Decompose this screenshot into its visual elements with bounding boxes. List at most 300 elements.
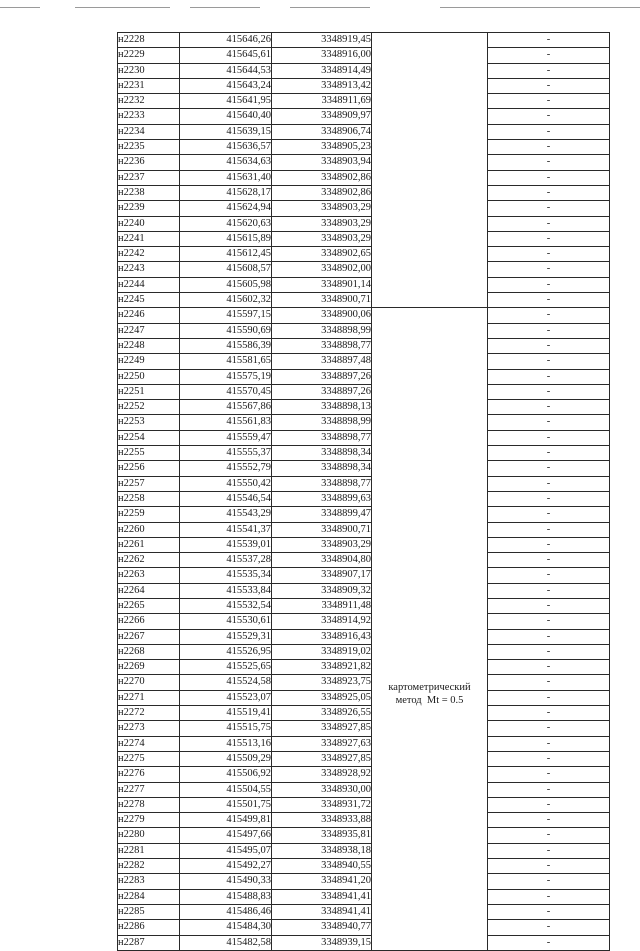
x-coordinate-cell: 415634,63 (180, 155, 272, 170)
x-coordinate-cell: 415581,65 (180, 354, 272, 369)
y-coordinate-cell: 3348903,29 (272, 231, 372, 246)
table-row (118, 598, 610, 613)
point-name-cell: н2228 (118, 33, 180, 48)
y-coordinate-cell: 3348911,69 (272, 94, 372, 109)
y-coordinate-cell: 3348913,42 (272, 78, 372, 93)
point-name-cell: н2264 (118, 583, 180, 598)
accuracy-mark-cell: - (488, 109, 610, 124)
point-name-cell: н2270 (118, 675, 180, 690)
y-coordinate-cell: 3348940,77 (272, 920, 372, 935)
table-row (118, 94, 610, 109)
x-coordinate-cell: 415488,83 (180, 889, 272, 904)
accuracy-mark-cell: - (488, 629, 610, 644)
accuracy-mark-cell: - (488, 293, 610, 308)
table-row (118, 384, 610, 399)
x-coordinate-cell: 415504,55 (180, 782, 272, 797)
point-name-cell: н2229 (118, 48, 180, 63)
accuracy-mark-cell: - (488, 889, 610, 904)
accuracy-mark-cell: - (488, 216, 610, 231)
table-row (118, 537, 610, 552)
point-name-cell: н2243 (118, 262, 180, 277)
y-coordinate-cell: 3348933,88 (272, 813, 372, 828)
accuracy-mark-cell: - (488, 201, 610, 216)
y-coordinate-cell: 3348903,29 (272, 201, 372, 216)
y-coordinate-cell: 3348897,48 (272, 354, 372, 369)
y-coordinate-cell: 3348905,23 (272, 140, 372, 155)
accuracy-mark-cell: - (488, 507, 610, 522)
accuracy-mark-cell: - (488, 660, 610, 675)
y-coordinate-cell: 3348904,80 (272, 553, 372, 568)
accuracy-mark-cell: - (488, 323, 610, 338)
x-coordinate-cell: 415620,63 (180, 216, 272, 231)
x-coordinate-cell: 415509,29 (180, 751, 272, 766)
y-coordinate-cell: 3348914,92 (272, 614, 372, 629)
table-row (118, 813, 610, 828)
accuracy-mark-cell: - (488, 706, 610, 721)
x-coordinate-cell: 415499,81 (180, 813, 272, 828)
y-coordinate-cell: 3348898,77 (272, 338, 372, 353)
y-coordinate-cell: 3348902,65 (272, 247, 372, 262)
accuracy-mark-cell: - (488, 400, 610, 415)
point-name-cell: н2285 (118, 904, 180, 919)
y-coordinate-cell: 3348926,55 (272, 706, 372, 721)
accuracy-mark-cell: - (488, 415, 610, 430)
table-row (118, 109, 610, 124)
x-coordinate-cell: 415539,01 (180, 537, 272, 552)
point-name-cell: н2232 (118, 94, 180, 109)
accuracy-mark-cell: - (488, 904, 610, 919)
y-coordinate-cell: 3348898,34 (272, 461, 372, 476)
accuracy-mark-cell: - (488, 797, 610, 812)
table-row (118, 63, 610, 78)
x-coordinate-cell: 415612,45 (180, 247, 272, 262)
x-coordinate-cell: 415533,84 (180, 583, 272, 598)
x-coordinate-cell: 415646,26 (180, 33, 272, 48)
x-coordinate-cell: 415555,37 (180, 446, 272, 461)
table-row (118, 247, 610, 262)
x-coordinate-cell: 415575,19 (180, 369, 272, 384)
accuracy-mark-cell: - (488, 140, 610, 155)
point-name-cell: н2241 (118, 231, 180, 246)
x-coordinate-cell: 415530,61 (180, 614, 272, 629)
point-name-cell: н2262 (118, 553, 180, 568)
y-coordinate-cell: 3348941,41 (272, 889, 372, 904)
y-coordinate-cell: 3348899,47 (272, 507, 372, 522)
y-coordinate-cell: 3348898,77 (272, 430, 372, 445)
table-row (118, 369, 610, 384)
point-name-cell: н2271 (118, 690, 180, 705)
x-coordinate-cell: 415628,17 (180, 185, 272, 200)
point-name-cell: н2250 (118, 369, 180, 384)
accuracy-mark-cell: - (488, 354, 610, 369)
y-coordinate-cell: 3348927,63 (272, 736, 372, 751)
x-coordinate-cell: 415586,39 (180, 338, 272, 353)
x-coordinate-cell: 415519,41 (180, 706, 272, 721)
table-row (118, 216, 610, 231)
y-coordinate-cell: 3348901,14 (272, 277, 372, 292)
point-name-cell: н2236 (118, 155, 180, 170)
y-coordinate-cell: 3348897,26 (272, 384, 372, 399)
accuracy-mark-cell: - (488, 48, 610, 63)
point-name-cell: н2231 (118, 78, 180, 93)
x-coordinate-cell: 415529,31 (180, 629, 272, 644)
table-row (118, 721, 610, 736)
x-coordinate-cell: 415482,58 (180, 935, 272, 950)
point-name-cell: н2252 (118, 400, 180, 415)
table-row (118, 553, 610, 568)
accuracy-mark-cell: - (488, 782, 610, 797)
y-coordinate-cell: 3348902,00 (272, 262, 372, 277)
x-coordinate-cell: 415495,07 (180, 843, 272, 858)
x-coordinate-cell: 415624,94 (180, 201, 272, 216)
table-row (118, 583, 610, 598)
accuracy-mark-cell: - (488, 231, 610, 246)
x-coordinate-cell: 415484,30 (180, 920, 272, 935)
x-coordinate-cell: 415515,75 (180, 721, 272, 736)
x-coordinate-cell: 415486,46 (180, 904, 272, 919)
point-name-cell: н2277 (118, 782, 180, 797)
y-coordinate-cell: 3348916,43 (272, 629, 372, 644)
accuracy-mark-cell: - (488, 598, 610, 613)
x-coordinate-cell: 415570,45 (180, 384, 272, 399)
accuracy-mark-cell: - (488, 874, 610, 889)
table-row (118, 33, 610, 48)
accuracy-mark-cell: - (488, 446, 610, 461)
accuracy-mark-cell: - (488, 247, 610, 262)
point-name-cell: н2263 (118, 568, 180, 583)
table-row (118, 889, 610, 904)
accuracy-mark-cell: - (488, 828, 610, 843)
point-name-cell: н2274 (118, 736, 180, 751)
point-name-cell: н2235 (118, 140, 180, 155)
table-row (118, 308, 610, 323)
accuracy-mark-cell: - (488, 33, 610, 48)
x-coordinate-cell: 415525,65 (180, 660, 272, 675)
accuracy-mark-cell: - (488, 491, 610, 506)
x-coordinate-cell: 415506,92 (180, 767, 272, 782)
table-row (118, 446, 610, 461)
point-name-cell: н2234 (118, 124, 180, 139)
x-coordinate-cell: 415526,95 (180, 644, 272, 659)
accuracy-mark-cell: - (488, 476, 610, 491)
table-row (118, 354, 610, 369)
point-name-cell: н2248 (118, 338, 180, 353)
y-coordinate-cell: 3348898,99 (272, 323, 372, 338)
x-coordinate-cell: 415537,28 (180, 553, 272, 568)
table-row (118, 843, 610, 858)
x-coordinate-cell: 415590,69 (180, 323, 272, 338)
scan-artifact-line (0, 7, 640, 11)
table-row (118, 920, 610, 935)
x-coordinate-cell: 415639,15 (180, 124, 272, 139)
y-coordinate-cell: 3348903,94 (272, 155, 372, 170)
x-coordinate-cell: 415559,47 (180, 430, 272, 445)
x-coordinate-cell: 415550,42 (180, 476, 272, 491)
table-row (118, 614, 610, 629)
accuracy-mark-cell: - (488, 751, 610, 766)
y-coordinate-cell: 3348903,29 (272, 216, 372, 231)
table-row (118, 767, 610, 782)
accuracy-mark-cell: - (488, 461, 610, 476)
x-coordinate-cell: 415615,89 (180, 231, 272, 246)
y-coordinate-cell: 3348938,18 (272, 843, 372, 858)
point-name-cell: н2249 (118, 354, 180, 369)
y-coordinate-cell: 3348898,77 (272, 476, 372, 491)
accuracy-mark-cell: - (488, 644, 610, 659)
table-row (118, 338, 610, 353)
accuracy-mark-cell: - (488, 124, 610, 139)
y-coordinate-cell: 3348897,26 (272, 369, 372, 384)
accuracy-mark-cell: - (488, 767, 610, 782)
point-name-cell: н2267 (118, 629, 180, 644)
y-coordinate-cell: 3348898,99 (272, 415, 372, 430)
x-coordinate-cell: 415490,33 (180, 874, 272, 889)
table-row (118, 461, 610, 476)
y-coordinate-cell: 3348939,15 (272, 935, 372, 950)
accuracy-mark-cell: - (488, 553, 610, 568)
accuracy-mark-cell: - (488, 384, 610, 399)
x-coordinate-cell: 415552,79 (180, 461, 272, 476)
y-coordinate-cell: 3348900,71 (272, 522, 372, 537)
table-row (118, 782, 610, 797)
y-coordinate-cell: 3348941,41 (272, 904, 372, 919)
y-coordinate-cell: 3348927,85 (272, 751, 372, 766)
x-coordinate-cell: 415501,75 (180, 797, 272, 812)
x-coordinate-cell: 415492,27 (180, 859, 272, 874)
y-coordinate-cell: 3348940,55 (272, 859, 372, 874)
point-name-cell: н2272 (118, 706, 180, 721)
point-name-cell: н2244 (118, 277, 180, 292)
y-coordinate-cell: 3348909,32 (272, 583, 372, 598)
table-row (118, 507, 610, 522)
table-row (118, 293, 610, 308)
y-coordinate-cell: 3348900,71 (272, 293, 372, 308)
table-row (118, 430, 610, 445)
x-coordinate-cell: 415497,66 (180, 828, 272, 843)
accuracy-mark-cell: - (488, 813, 610, 828)
point-name-cell: н2265 (118, 598, 180, 613)
point-name-cell: н2239 (118, 201, 180, 216)
x-coordinate-cell: 415546,54 (180, 491, 272, 506)
y-coordinate-cell: 3348916,00 (272, 48, 372, 63)
accuracy-mark-cell: - (488, 859, 610, 874)
table-row (118, 706, 610, 721)
y-coordinate-cell: 3348907,17 (272, 568, 372, 583)
x-coordinate-cell: 415567,86 (180, 400, 272, 415)
accuracy-mark-cell: - (488, 277, 610, 292)
accuracy-mark-cell: - (488, 522, 610, 537)
y-coordinate-cell: 3348900,06 (272, 308, 372, 323)
point-name-cell: н2280 (118, 828, 180, 843)
point-name-cell: н2230 (118, 63, 180, 78)
y-coordinate-cell: 3348927,85 (272, 721, 372, 736)
point-name-cell: н2247 (118, 323, 180, 338)
y-coordinate-cell: 3348911,48 (272, 598, 372, 613)
accuracy-mark-cell: - (488, 690, 610, 705)
x-coordinate-cell: 415597,15 (180, 308, 272, 323)
x-coordinate-cell: 415523,07 (180, 690, 272, 705)
accuracy-mark-cell: - (488, 262, 610, 277)
table-row (118, 675, 610, 690)
point-name-cell: н2275 (118, 751, 180, 766)
table-row (118, 828, 610, 843)
x-coordinate-cell: 415602,32 (180, 293, 272, 308)
x-coordinate-cell: 415640,40 (180, 109, 272, 124)
point-name-cell: н2283 (118, 874, 180, 889)
accuracy-mark-cell: - (488, 78, 610, 93)
y-coordinate-cell: 3348919,45 (272, 33, 372, 48)
y-coordinate-cell: 3348903,29 (272, 537, 372, 552)
point-name-cell: н2242 (118, 247, 180, 262)
table-row (118, 400, 610, 415)
x-coordinate-cell: 415608,57 (180, 262, 272, 277)
point-name-cell: н2282 (118, 859, 180, 874)
table-row (118, 231, 610, 246)
table-row (118, 904, 610, 919)
x-coordinate-cell: 415631,40 (180, 170, 272, 185)
table-row (118, 568, 610, 583)
point-name-cell: н2284 (118, 889, 180, 904)
y-coordinate-cell: 3348925,05 (272, 690, 372, 705)
accuracy-mark-cell: - (488, 568, 610, 583)
point-name-cell: н2261 (118, 537, 180, 552)
table-row (118, 797, 610, 812)
accuracy-mark-cell: - (488, 721, 610, 736)
accuracy-mark-cell: - (488, 63, 610, 78)
table-row (118, 201, 610, 216)
table-row (118, 644, 610, 659)
y-coordinate-cell: 3348898,13 (272, 400, 372, 415)
y-coordinate-cell: 3348914,49 (272, 63, 372, 78)
x-coordinate-cell: 415541,37 (180, 522, 272, 537)
table-row (118, 323, 610, 338)
x-coordinate-cell: 415645,61 (180, 48, 272, 63)
point-name-cell: н2240 (118, 216, 180, 231)
y-coordinate-cell: 3348931,72 (272, 797, 372, 812)
table-row (118, 935, 610, 950)
table-row (118, 690, 610, 705)
point-name-cell: н2246 (118, 308, 180, 323)
point-name-cell: н2258 (118, 491, 180, 506)
accuracy-mark-cell: - (488, 537, 610, 552)
table-row (118, 859, 610, 874)
table-row (118, 629, 610, 644)
table-row (118, 522, 610, 537)
x-coordinate-cell: 415605,98 (180, 277, 272, 292)
point-name-cell: н2245 (118, 293, 180, 308)
point-name-cell: н2238 (118, 185, 180, 200)
point-name-cell: н2286 (118, 920, 180, 935)
method-cell (372, 308, 488, 950)
y-coordinate-cell: 3348902,86 (272, 170, 372, 185)
point-name-cell: н2260 (118, 522, 180, 537)
accuracy-mark-cell: - (488, 170, 610, 185)
table-row (118, 476, 610, 491)
table-row (118, 277, 610, 292)
y-coordinate-cell: 3348928,92 (272, 767, 372, 782)
y-coordinate-cell: 3348909,97 (272, 109, 372, 124)
accuracy-mark-cell: - (488, 369, 610, 384)
accuracy-mark-cell: - (488, 843, 610, 858)
accuracy-mark-cell: - (488, 185, 610, 200)
point-name-cell: н2278 (118, 797, 180, 812)
table-row (118, 262, 610, 277)
point-name-cell: н2276 (118, 767, 180, 782)
point-name-cell: н2259 (118, 507, 180, 522)
x-coordinate-cell: 415532,54 (180, 598, 272, 613)
method-text-line1: картометрический (388, 682, 471, 694)
x-coordinate-cell: 415636,57 (180, 140, 272, 155)
y-coordinate-cell: 3348906,74 (272, 124, 372, 139)
y-coordinate-cell: 3348923,75 (272, 675, 372, 690)
point-name-cell: н2254 (118, 430, 180, 445)
table-row (118, 170, 610, 185)
x-coordinate-cell: 415543,29 (180, 507, 272, 522)
table-row (118, 874, 610, 889)
method-cell-empty (372, 33, 488, 308)
x-coordinate-cell: 415561,83 (180, 415, 272, 430)
method-text-line2: метод Mt = 0.5 (395, 695, 464, 707)
accuracy-mark-cell: - (488, 675, 610, 690)
coordinates-table (117, 32, 610, 951)
x-coordinate-cell: 415524,58 (180, 675, 272, 690)
point-name-cell: н2255 (118, 446, 180, 461)
table-row (118, 48, 610, 63)
accuracy-mark-cell: - (488, 338, 610, 353)
point-name-cell: н2279 (118, 813, 180, 828)
accuracy-mark-cell: - (488, 935, 610, 950)
accuracy-mark-cell: - (488, 155, 610, 170)
table-row (118, 491, 610, 506)
table-row (118, 185, 610, 200)
x-coordinate-cell: 415535,34 (180, 568, 272, 583)
table-row (118, 751, 610, 766)
point-name-cell: н2268 (118, 644, 180, 659)
point-name-cell: н2287 (118, 935, 180, 950)
table-row (118, 140, 610, 155)
table-row (118, 155, 610, 170)
point-name-cell: н2266 (118, 614, 180, 629)
point-name-cell: н2256 (118, 461, 180, 476)
table-row (118, 736, 610, 751)
y-coordinate-cell: 3348899,63 (272, 491, 372, 506)
accuracy-mark-cell: - (488, 736, 610, 751)
y-coordinate-cell: 3348919,02 (272, 644, 372, 659)
coordinates-table-body (118, 33, 610, 951)
y-coordinate-cell: 3348941,20 (272, 874, 372, 889)
accuracy-mark-cell: - (488, 308, 610, 323)
accuracy-mark-cell: - (488, 583, 610, 598)
x-coordinate-cell: 415513,16 (180, 736, 272, 751)
accuracy-mark-cell: - (488, 614, 610, 629)
point-name-cell: н2233 (118, 109, 180, 124)
y-coordinate-cell: 3348935,81 (272, 828, 372, 843)
point-name-cell: н2273 (118, 721, 180, 736)
x-coordinate-cell: 415644,53 (180, 63, 272, 78)
y-coordinate-cell: 3348921,82 (272, 660, 372, 675)
x-coordinate-cell: 415643,24 (180, 78, 272, 93)
y-coordinate-cell: 3348902,86 (272, 185, 372, 200)
accuracy-mark-cell: - (488, 94, 610, 109)
point-name-cell: н2281 (118, 843, 180, 858)
accuracy-mark-cell: - (488, 920, 610, 935)
table-row (118, 124, 610, 139)
x-coordinate-cell: 415641,95 (180, 94, 272, 109)
table-row (118, 415, 610, 430)
point-name-cell: н2269 (118, 660, 180, 675)
y-coordinate-cell: 3348898,34 (272, 446, 372, 461)
y-coordinate-cell: 3348930,00 (272, 782, 372, 797)
